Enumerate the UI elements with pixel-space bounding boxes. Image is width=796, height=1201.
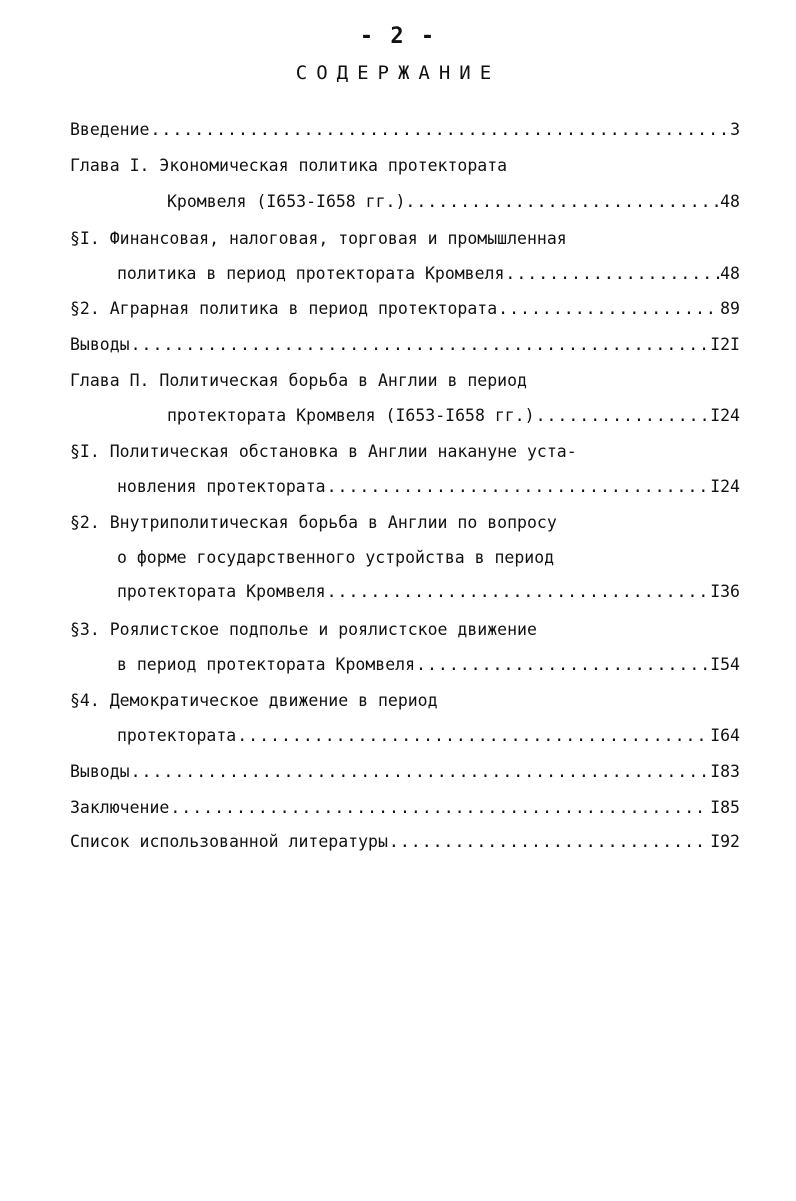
toc-entry-ch2-section-1-title: §I. Политическая обстановка в Англии накануне уста- bbox=[70, 442, 577, 461]
toc-page-number: 3 bbox=[730, 120, 740, 139]
toc-entry-ch1-section-2: §2. Аграрная политика в период протектората ..... 89 bbox=[70, 296, 740, 322]
dot-leader bbox=[416, 652, 709, 678]
toc-page-number: 48 bbox=[720, 264, 740, 283]
toc-page-number: I92 bbox=[710, 832, 740, 851]
toc-entry-bibliography: Список использованной литературы ..... I92 bbox=[70, 829, 740, 855]
toc-entry-ch2-section-2-title: §2. Внутриполитическая борьба в Англии по вопросу bbox=[70, 513, 557, 532]
dot-leader bbox=[389, 829, 709, 855]
toc-entry-ch1-section-1-title: §I. Финансовая, налоговая, торговая и промышленная bbox=[70, 229, 567, 248]
toc-page-number: I2I bbox=[710, 335, 740, 354]
dot-leader bbox=[150, 117, 729, 143]
dot-leader bbox=[498, 296, 719, 322]
dot-leader bbox=[536, 403, 710, 429]
toc-entry-chapter-1: Кромвеля (I653-I658 гг.). ..... 48 bbox=[167, 189, 740, 215]
toc-entry-conclusion: Заключение ..... I85 bbox=[70, 795, 740, 821]
toc-entry-ch1-conclusions: Выводы ..... I2I bbox=[70, 332, 740, 358]
toc-entry-ch2-section-3-title: §3. Роялистское подполье и роялистское движение bbox=[70, 620, 537, 639]
toc-entry-intro: Введение ..... 3 bbox=[70, 117, 740, 143]
toc-entry-chapter-1-title: Глава I. Экономическая политика протектората bbox=[70, 156, 508, 175]
toc-entry-ch2-section-4-title: §4. Демократическое движение в период bbox=[70, 691, 438, 710]
toc-entry-ch2-section-3: в период протектората Кромвеля ..... I54 bbox=[117, 652, 740, 678]
toc-entry-ch2-section-1: новления протектората ..... I24 bbox=[117, 474, 740, 500]
dot-leader bbox=[237, 723, 709, 749]
dot-leader bbox=[416, 189, 719, 215]
page-number: - 2 - bbox=[359, 24, 437, 49]
toc-page-number: I83 bbox=[710, 762, 740, 781]
toc-entry-ch2-section-4: протектората ..... I64 bbox=[117, 723, 740, 749]
toc-page-number: I85 bbox=[710, 798, 740, 817]
toc-page-number: I64 bbox=[710, 726, 740, 745]
toc-page-number: I54 bbox=[710, 655, 740, 674]
toc-entry-chapter-2: протектората Кромвеля (I653-I658 гг.) ..... I24 bbox=[167, 403, 740, 429]
dot-leader bbox=[131, 759, 710, 785]
toc-entry-ch1-section-1: политика в период протектората Кромвеля ..... 48 bbox=[117, 261, 740, 287]
toc-page-number: I24 bbox=[710, 477, 740, 496]
dot-leader bbox=[327, 474, 710, 500]
dot-leader bbox=[505, 261, 719, 287]
toc-entry-chapter-2-title: Глава П. Политическая борьба в Англии в период bbox=[70, 371, 527, 390]
dot-leader bbox=[170, 795, 709, 821]
toc-page-number: I36 bbox=[710, 582, 740, 601]
toc-page-number: 89 bbox=[720, 299, 740, 318]
toc-page-number: I24 bbox=[710, 406, 740, 425]
toc-entry-ch2-section-2: протектората Кромвеля ..... I36 bbox=[117, 579, 740, 605]
dot-leader bbox=[131, 332, 710, 358]
page-title: СОДЕРЖАНИЕ bbox=[295, 62, 501, 84]
toc-entry-ch2-conclusions: Выводы ..... I83 bbox=[70, 759, 740, 785]
dot-leader bbox=[327, 579, 710, 605]
toc-page-number: 48 bbox=[720, 192, 740, 211]
toc-entry-ch2-section-2-title-cont: о форме государственного устройства в период bbox=[117, 548, 555, 567]
